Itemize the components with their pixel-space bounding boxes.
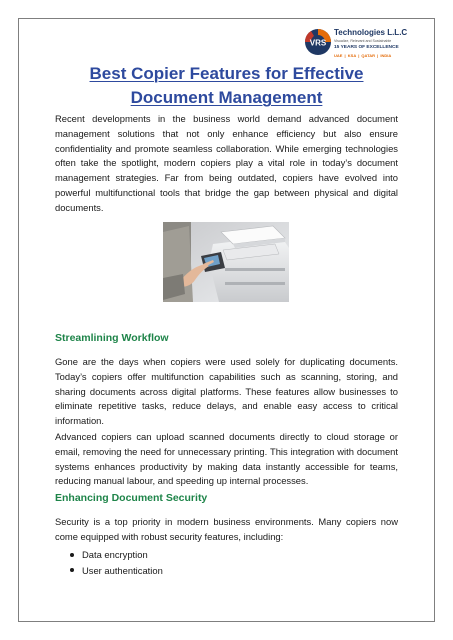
security-feature-list [70, 547, 163, 578]
regions-list: UAE | KSA | QATAR | INDIA [334, 53, 392, 58]
logo-initials: VRS [309, 38, 327, 48]
page-title [40, 62, 413, 110]
list-item: Data encryption [70, 547, 163, 563]
copier-illustration-icon [163, 222, 289, 302]
company-tagline: Visualize, Relevant and Sustainable [334, 39, 392, 43]
workflow-paragraph-2: Advanced copiers can upload scanned documents directly to cloud storage or email, removing the need for unnecessary printing. This integration with document systems enhances productivity by making data instantly accessible for teams, reducing manual labour, and speeding up internal processes. [55, 431, 398, 487]
security-paragraph-1: Security is a top priority in modern business environments. Many copiers now come equipped with robust security features, including: [55, 516, 398, 542]
workflow-paragraph-1: Gone are the days when copiers were used solely for duplicating documents. Today’s copiers offer multifunction capabilities such as scanning, storing, and sharing documents across digital platforms. These features allow businesses to eliminate repetitive tasks, reduce delays, and enable easy access to critical information. [55, 356, 398, 427]
copier-photo [163, 222, 289, 302]
section-heading-workflow: Streamlining Workflow [55, 332, 169, 344]
years-badge: 15 YEARS OF EXCELLENCE [334, 45, 399, 50]
company-logo [303, 27, 443, 61]
intro-paragraph: Recent developments in the business world demand advanced document management solutions that not only enhance efficiency but also ensure confidentiality and promote seamless collaboration. While emerging technologies often take the spotlight, modern copiers play a vital role in today’s document management strategies. Far from being outdated, copiers have evolved into powerful multifunctional tools that bridge the gap between physical and digital documents. [55, 113, 398, 213]
title-line-2: Document Management [130, 88, 323, 107]
section-heading-security: Enhancing Document Security [55, 492, 208, 504]
list-item: User authentication [70, 563, 163, 579]
company-name: Technologies L.L.C [334, 28, 408, 37]
vrs-logo-icon [303, 27, 333, 57]
title-line-1: Best Copier Features for Effective [89, 64, 364, 83]
